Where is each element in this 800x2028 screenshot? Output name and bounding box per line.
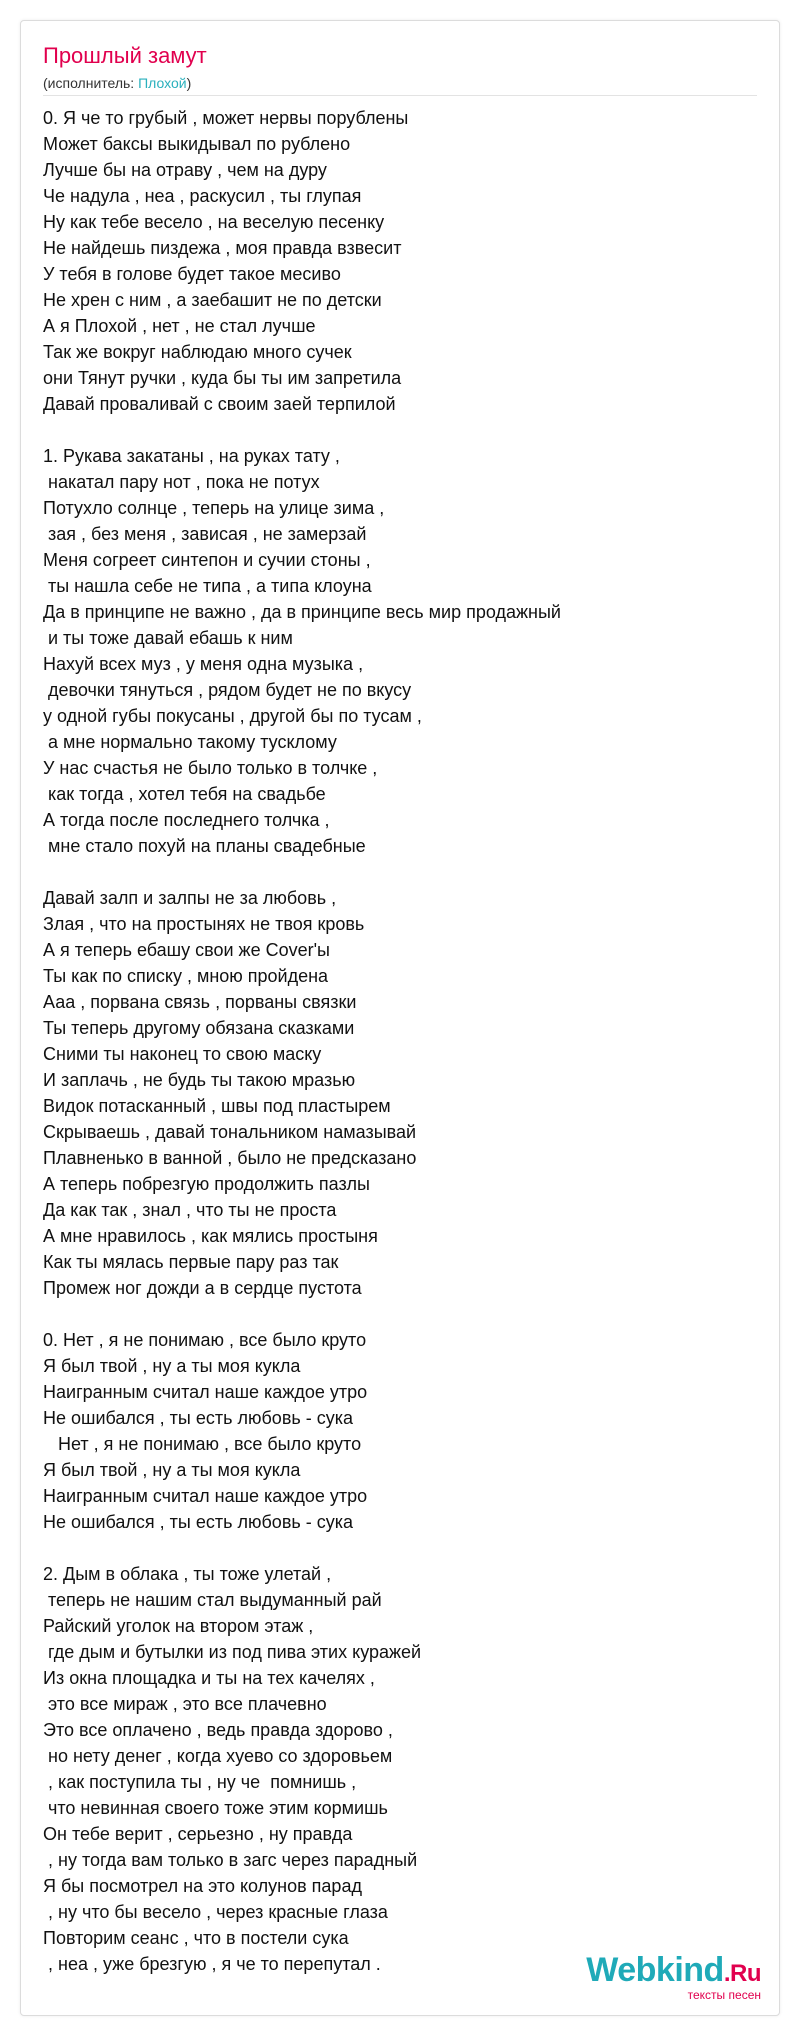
lyrics-text <box>43 105 757 1977</box>
lyric-line: Ну как тебе весело , на веселую песенку <box>43 212 385 232</box>
lyrics-card <box>20 20 780 2016</box>
artist-link[interactable]: Плохой <box>138 75 187 91</box>
lyric-line: У нас счастья не было только в толчке , <box>43 758 378 778</box>
lyric-line: И заплачь , не будь ты такою мразью <box>43 1070 356 1090</box>
lyric-line: Скрываешь , давай тональником намазывай <box>43 1122 417 1142</box>
lyric-line: Ты теперь другому обязана сказками <box>43 1018 355 1038</box>
song-title: Прошлый замут <box>43 43 207 68</box>
lyric-line: Нет , я не понимаю , все было круто <box>43 1434 362 1454</box>
lyric-line: А я Плохой , нет , не стал лучше <box>43 316 316 336</box>
lyric-line: А я теперь ебашу свои же Cover'ы <box>43 940 330 960</box>
lyric-line: 1. Рукава закатаны , на руках тату , <box>43 446 340 466</box>
lyric-line: а мне нормально такому тусклому <box>43 732 337 752</box>
lyric-line: Я бы посмотрел на это колунов парад <box>43 1876 362 1896</box>
lyric-line: Давай проваливай с своим заей терпилой <box>43 394 396 414</box>
lyric-line: Может баксы выкидывал по рублено <box>43 134 351 154</box>
artist-suffix: ) <box>186 75 192 91</box>
lyric-line: А тогда после последнего толчка , <box>43 810 330 830</box>
lyric-line: Да как так , знал , что ты не проста <box>43 1200 337 1220</box>
lyric-line: теперь не нашим стал выдуманный рай <box>43 1590 382 1610</box>
lyric-line: Не ошибался , ты есть любовь - сука <box>43 1408 354 1428</box>
lyric-line: Давай залп и залпы не за любовь , <box>43 888 337 908</box>
lyric-line: Повторим сеанс , что в постели сука <box>43 1928 349 1948</box>
lyric-line: , неа , уже брезгую , я че то перепутал . <box>43 1954 381 1974</box>
logo-subtitle: тексты песен <box>687 1988 761 2002</box>
lyric-line: Из окна площадка и ты на тех качелях , <box>43 1668 375 1688</box>
lyric-line: А мне нравилось , как мялись простыня <box>43 1226 378 1246</box>
lyric-line: девочки тянуться , рядом будет не по вкусу <box>43 680 412 700</box>
header-divider <box>43 95 757 96</box>
lyric-line: , ну что бы весело , через красные глаза <box>43 1902 388 1922</box>
lyric-line: Нахуй всех муз , у меня одна музыка , <box>43 654 364 674</box>
lyric-line: как тогда , хотел тебя на свадьбе <box>43 784 326 804</box>
lyric-line: Злая , что на простынях не твоя кровь <box>43 914 365 934</box>
lyric-line: Плавненько в ванной , было не предсказано <box>43 1148 417 1168</box>
lyric-line: зая , без меня , зависая , не замерзай <box>43 524 367 544</box>
lyric-line: у одной губы покусаны , другой бы по тусам , <box>43 706 422 726</box>
lyric-line: они Тянут ручки , куда бы ты им запретила <box>43 368 402 388</box>
lyric-line: Че надула , неа , раскусил , ты глупая <box>43 186 362 206</box>
lyric-line: Ааа , порвана связь , порваны связки <box>43 992 357 1012</box>
logo-tld: .Ru <box>723 1960 761 1987</box>
lyric-line: Лучше бы на отраву , чем на дуру <box>43 160 327 180</box>
lyric-line: ты нашла себе не типа , а типа клоуна <box>43 576 372 596</box>
lyric-line: А теперь побрезгую продолжить пазлы <box>43 1174 370 1194</box>
stanza-break <box>43 417 757 443</box>
lyric-line: 0. Нет , я не понимаю , все было круто <box>43 1330 367 1350</box>
lyric-line: Не найдешь пиздежа , моя правда взвесит <box>43 238 402 258</box>
lyric-line: что невинная своего тоже этим кормишь <box>43 1798 388 1818</box>
lyric-line: , как поступила ты , ну че помнишь , <box>43 1772 357 1792</box>
lyric-line: Не ошибался , ты есть любовь - сука <box>43 1512 354 1532</box>
lyric-line: Потухло солнце , теперь на улице зима , <box>43 498 385 518</box>
lyric-line: У тебя в голове будет такое месиво <box>43 264 341 284</box>
lyric-line: накатал пару нот , пока не потух <box>43 472 320 492</box>
lyric-line: Наигранным считал наше каждое утро <box>43 1486 368 1506</box>
stanza-break <box>43 1301 757 1327</box>
lyric-line: Наигранным считал наше каждое утро <box>43 1382 368 1402</box>
lyric-line: мне стало похуй на планы свадебные <box>43 836 366 856</box>
logo-main-text: Webkind <box>586 1951 724 1989</box>
lyric-line: , ну тогда вам только в загс через парадный <box>43 1850 418 1870</box>
lyric-line: Райский уголок на втором этаж , <box>43 1616 314 1636</box>
lyric-line: Как ты мялась первые пару раз так <box>43 1252 339 1272</box>
lyric-line: Видок потасканный , швы под пластырем <box>43 1096 391 1116</box>
artist-line <box>43 75 191 91</box>
lyric-line: Промеж ног дожди а в сердце пустота <box>43 1278 362 1298</box>
lyric-line: Это все оплачено , ведь правда здорово , <box>43 1720 393 1740</box>
lyric-line: где дым и бутылки из под пива этих куражей <box>43 1642 422 1662</box>
artist-prefix: (исполнитель: <box>43 75 139 91</box>
stanza-break <box>43 1535 757 1561</box>
lyric-line: но нету денег , когда хуево со здоровьем <box>43 1746 393 1766</box>
lyric-line: Так же вокруг наблюдаю много сучек <box>43 342 352 362</box>
lyric-line: Не хрен с ним , а заебашит не по детски <box>43 290 382 310</box>
lyric-line: Сними ты наконец то свою маску <box>43 1044 322 1064</box>
lyric-line: и ты тоже давай ебашь к ним <box>43 628 293 648</box>
lyric-line: Я был твой , ну а ты моя кукла <box>43 1356 301 1376</box>
stanza-break <box>43 859 757 885</box>
lyric-line: 2. Дым в облака , ты тоже улетай , <box>43 1564 332 1584</box>
site-logo[interactable] <box>586 1953 761 2001</box>
lyric-line: это все мираж , это все плачевно <box>43 1694 327 1714</box>
lyric-line: 0. Я че то грубый , может нервы порублены <box>43 108 409 128</box>
lyric-line: Я был твой , ну а ты моя кукла <box>43 1460 301 1480</box>
lyric-line: Он тебе верит , серьезно , ну правда <box>43 1824 353 1844</box>
lyric-line: Ты как по списку , мною пройдена <box>43 966 329 986</box>
lyric-line: Меня согреет синтепон и сучии стоны , <box>43 550 371 570</box>
lyric-line: Да в принципе не важно , да в принципе весь мир продажный <box>43 602 561 622</box>
